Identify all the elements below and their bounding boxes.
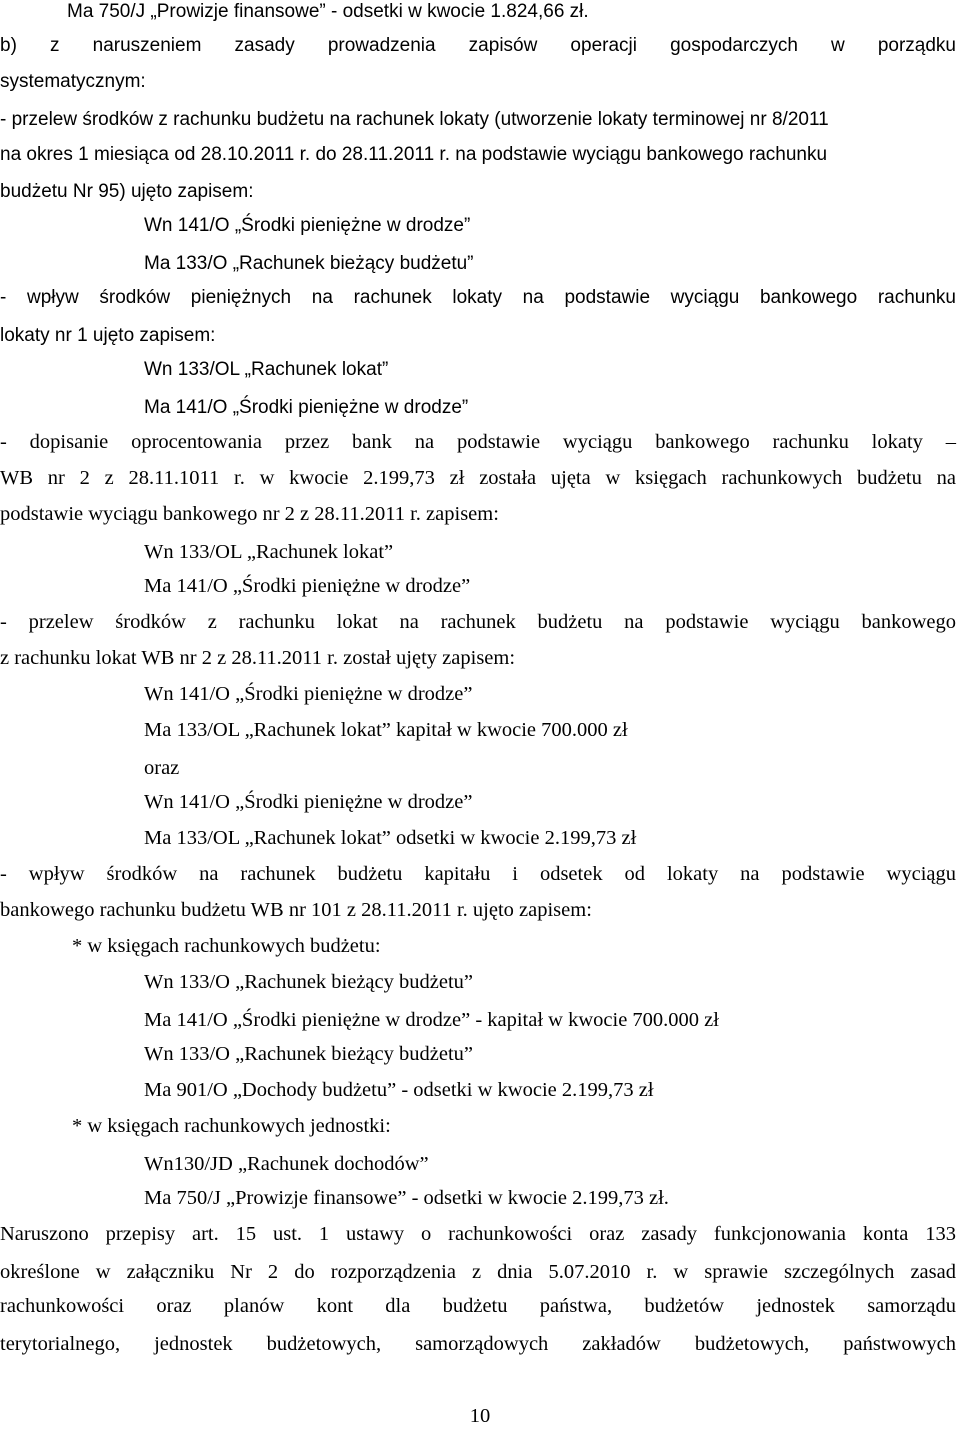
text-line: Ma 133/OL „Rachunek lokat” odsetki w kwocie 2.199,73 zł	[144, 827, 637, 849]
text-line: budżetu Nr 95) ujęto zapisem:	[0, 181, 254, 202]
text-line: WB nr 2 z 28.11.1011 r. w kwocie 2.199,73 zł została ujęta w księgach rachunkowych budżetu na	[0, 467, 956, 489]
text-line: Ma 141/O „Środki pieniężne w drodze” - kapitał w kwocie 700.000 zł	[144, 1009, 719, 1031]
text-line: - przelew środków z rachunku budżetu na rachunek lokaty (utworzenie lokaty terminowej nr 8/2011	[0, 109, 829, 130]
text-line: * w księgach rachunkowych budżetu:	[72, 935, 381, 957]
text-line: - wpływ środków pieniężnych na rachunek lokaty na podstawie wyciągu bankowego rachunku	[0, 287, 956, 308]
text-line: Wn130/JD „Rachunek dochodów”	[144, 1153, 429, 1175]
text-line: Wn 141/O „Środki pieniężne w drodze”	[144, 791, 473, 813]
text-line: Naruszono przepisy art. 15 ust. 1 ustawy o rachunkowości oraz zasady funkcjonowania konta 133	[0, 1223, 956, 1245]
text-line: Ma 141/O „Środki pieniężne w drodze”	[144, 575, 471, 597]
text-line: Wn 141/O „Środki pieniężne w drodze”	[144, 215, 471, 236]
text-line: Wn 141/O „Środki pieniężne w drodze”	[144, 683, 473, 705]
text-line: systematycznym:	[0, 71, 146, 92]
text-line: podstawie wyciągu bankowego nr 2 z 28.11.2011 r. zapisem:	[0, 503, 499, 525]
text-line: Ma 750/J „Prowizje finansowe” - odsetki w kwocie 2.199,73 zł.	[144, 1187, 669, 1209]
text-line: Ma 133/OL „Rachunek lokat” kapitał w kwocie 700.000 zł	[144, 719, 628, 741]
text-line: oraz	[144, 757, 180, 779]
page-number: 10	[469, 1405, 491, 1427]
text-line: lokaty nr 1 ujęto zapisem:	[0, 325, 216, 346]
text-line: Ma 901/O „Dochody budżetu” - odsetki w kwocie 2.199,73 zł	[144, 1079, 654, 1101]
text-line: z rachunku lokat WB nr 2 z 28.11.2011 r. został ujęty zapisem:	[0, 647, 516, 669]
text-line: Ma 133/O „Rachunek bieżący budżetu”	[144, 253, 474, 274]
text-line: - dopisanie oprocentowania przez bank na podstawie wyciągu bankowego rachunku lokaty –	[0, 431, 956, 453]
text-line: Wn 133/O „Rachunek bieżący budżetu”	[144, 1043, 474, 1065]
text-line: Ma 750/J „Prowizje finansowe” - odsetki w kwocie 1.824,66 zł.	[67, 1, 589, 22]
text-line: terytorialnego, jednostek budżetowych, samorządowych zakładów budżetowych, państwowych	[0, 1333, 956, 1355]
text-line: Wn 133/O „Rachunek bieżący budżetu”	[144, 971, 474, 993]
text-line: * w księgach rachunkowych jednostki:	[72, 1115, 391, 1137]
text-line: - wpływ środków na rachunek budżetu kapitału i odsetek od lokaty na podstawie wyciągu	[0, 863, 956, 885]
text-line: bankowego rachunku budżetu WB nr 101 z 28.11.2011 r. ujęto zapisem:	[0, 899, 592, 921]
text-line: Wn 133/OL „Rachunek lokat”	[144, 541, 394, 563]
text-line: - przelew środków z rachunku lokat na rachunek budżetu na podstawie wyciągu bankowego	[0, 611, 956, 633]
text-line: na okres 1 miesiąca od 28.10.2011 r. do 28.11.2011 r. na podstawie wyciągu bankowego rachunku	[0, 144, 828, 165]
text-line: rachunkowości oraz planów kont dla budżetu państwa, budżetów jednostek samorządu	[0, 1295, 956, 1317]
text-line: b) z naruszeniem zasady prowadzenia zapisów operacji gospodarczych w porządku	[0, 35, 956, 56]
text-line: Ma 141/O „Środki pieniężne w drodze”	[144, 397, 469, 418]
text-line: Wn 133/OL „Rachunek lokat”	[144, 359, 389, 380]
text-line: określone w załączniku Nr 2 do rozporządzenia z dnia 5.07.2010 r. w sprawie szczególnych zasad	[0, 1261, 956, 1283]
